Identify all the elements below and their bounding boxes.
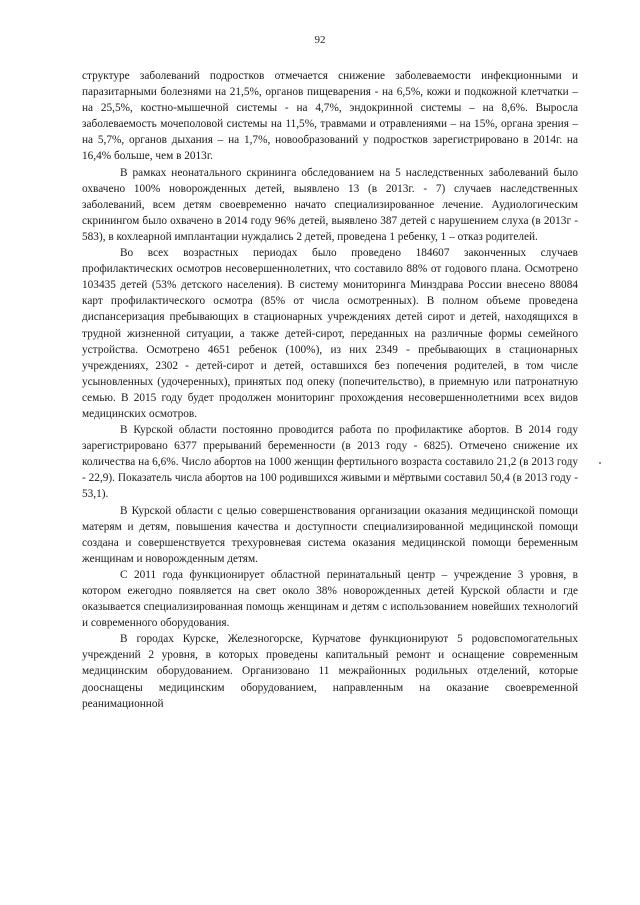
paragraph-adolescent-morbidity: структуре заболеваний подростков отмечается снижение заболеваемости инфекционными и паразитарными болезнями на 21,5%, органов пищеварения - на 6,5%, кожи и подкожной клетчатки – на 25,5%, костно-мышечной системы - на 4,7%, эндокринной системы – на 8,6%. Выросла заболеваемость мочеполовой системы на 11,5%, травмами и отравлениями – на 15%, органа зрения – на 5,7%, органов дыхания – на 1,7%, новообразований у подростков зарегистрировано в 2014г. на 16,4% больше, чем в 2013г. [82, 70, 578, 163]
margin-speck [599, 462, 601, 464]
paragraph-abortion-prevention: В Курской области постоянно проводится работа по профилактике абортов. В 2014 году зарегистрировано 6377 прерываний беременности (в 2013 году - 6825). Отмечено снижение их количества на 6,6%. Число абортов на 1000 женщин фертильного возраста составило 21,2 (в 2013 году - 22,9). Показатель числа абортов на 100 родившихся живыми и мёртвыми составил 50,4 (в 2013 году - 53,1). [82, 424, 578, 501]
paragraph-preventive-examinations: Во всех возрастных периодах было проведено 184607 законченных случаев профилактических осмотров несовершеннолетних, что составило 88% от годового плана. Осмотрено 103435 детей (53% детского населения). В систему мониторинга Минздрава России внесено 88084 карт профилактического осмотра (85% от числа осмотренных). В полном объеме проведена диспансеризация пребывающих в стационарных учреждениях детей сирот и детей, находящихся в трудной жизненной ситуации, а также детей-сирот, переданных на различные формы семейного устройства. Осмотрено 4651 ребенок (100%), из них 2349 - пребывающих в стационарных учреждениях, 2302 - детей-сирот и детей, оставшихся без попечения родителей, в том числе усыновленных (удочеренных), принятых под опеку (попечительство), в приемную или патронатную семью. В 2015 году будет продолжен мониторинг прохождения несовершеннолетними всех видов медицинских осмотров. [82, 247, 578, 420]
document-body [82, 68, 578, 712]
paragraph-three-level-care-system: В Курской области с целью совершенствования организации оказания медицинской помощи матерям и детям, повышения качества и доступности специализированной медицинской помощи создана и совершенствуется трехуровневая система оказания медицинской помощи беременным женщинам и новорожденным детям. [82, 504, 578, 565]
page-number: 92 [314, 34, 326, 46]
paragraph-neonatal-screening: В рамках неонатального скрининга обследованием на 5 наследственных заболеваний было охвачено 100% новорожденных детей, выявлено 13 (в 2013г. - 7) случаев наследственных заболеваний, всем детям своевременно начато специализированное лечение. Аудиологическим скринингом было охвачено в 2014 году 96% детей, выявлено 387 детей с нарушением слуха (в 2013г - 583), в кохлеарной имплантации нуждались 2 детей, проведена 1 ребенку, 1 – отказ родителей. [82, 166, 578, 243]
paragraph-maternity-facilities: В городах Курске, Железногорске, Курчатове функционируют 5 родовспомогательных учреждений 2 уровня, в которых проведены капитальный ремонт и оснащение современным медицинским оборудованием. Организовано 11 межрайонных родильных отделений, которые дооснащены медицинским оборудованием, направленным на оказание своевременной реанимационной [82, 633, 578, 710]
paragraph-perinatal-center: С 2011 года функционирует областной перинатальный центр – учреждение 3 уровня, в котором ежегодно появляется на свет около 38% новорожденных детей Курской области и где оказывается специализированная помощь женщинам и детям с использованием новейших технологий и современного оборудования. [82, 568, 578, 630]
